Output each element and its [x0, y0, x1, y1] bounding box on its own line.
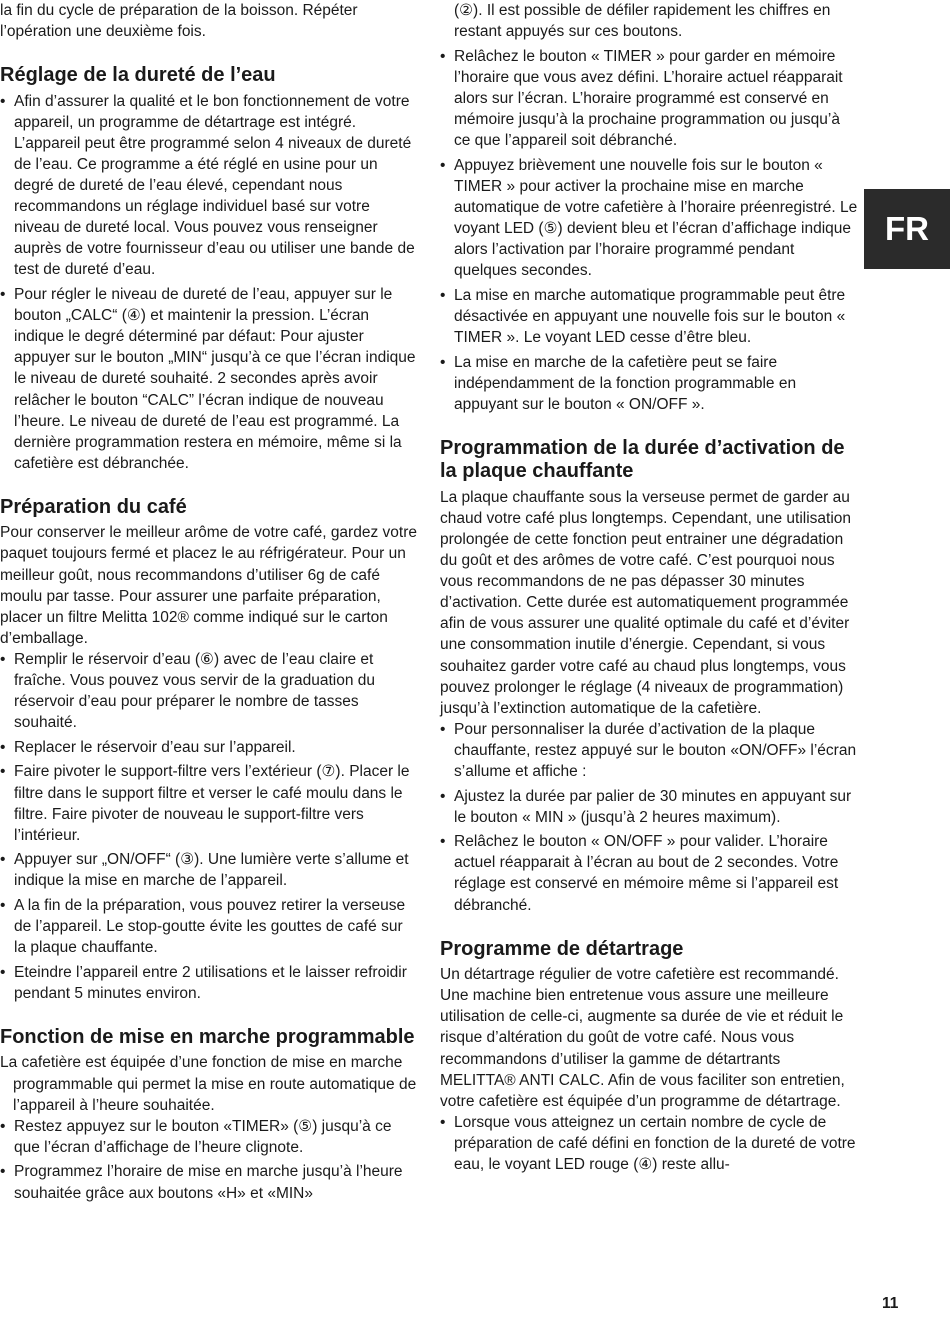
list-item: • Appuyer sur „ON/OFF“ (③). Une lumière verte s’allume et indique la mise en marche de l’appareil. — [0, 849, 418, 891]
programmable-start-paragraph: La cafetière est équipée d’une fonction de mise en marche programmable qui permet la mise en route automatique de l’appareil à l’heure souhaitée. — [0, 1054, 417, 1114]
coffee-preparation-paragraph: Pour conserver le meilleur arôme de votre café, gardez votre paquet toujours fermé et placez le au réfrigérateur. Pour un meilleur goût, nous recommandons d’utiliser 6g de café moulu par tasse. Pour assurer une parfaite préparation, placer un filtre Melitta 102® comme indiqué sur le carton d’emballage. — [0, 524, 417, 647]
list-item: • Pour personnaliser la durée d’activation de la plaque chauffante, restez appuyé sur le bouton «ON/OFF» l’écran s’allume et affiche : — [440, 719, 858, 782]
list-item: • Restez appuyez sur le bouton «TIMER» (⑤) jusqu’à ce que l’écran d’affichage de l’heure clignote. — [0, 1116, 418, 1158]
list-item: • Pour régler le niveau de dureté de l’eau, appuyer sur le bouton „CALC“ (④) et maintenir la pression. L’écran indique le degré déterminé par défaut: Pour ajuster appuyer sur le bouton „MIN“ jusqu’à ce que l’écran indique le niveau de dureté souhaité. 2 secondes après avoir relâcher le bouton “CALC” l’écran indique de nouveau l’heure. Le niveau de dureté de l’eau est programmé. La dernière programmation restera en mémoire, même si la cafetière est débranchée. — [0, 284, 418, 474]
list-item: • Ajustez la durée par palier de 30 minutes en appuyant sur le bouton « MIN » (jusqu’à 2 heures maximum). — [440, 786, 858, 828]
list-item: • A la fin de la préparation, vous pouvez retirer la verseuse de l’appareil. Le stop-goutte évite les gouttes de café sur la plaque chauffante. — [0, 895, 418, 958]
list-item: • Replacer le réservoir d’eau sur l’appareil. — [0, 737, 418, 758]
page-number: 11 — [882, 1295, 899, 1312]
list-item-continued: (②). Il est possible de défiler rapidement les chiffres en restant appuyés sur ces boutons. — [454, 2, 831, 41]
heading-coffee-preparation: Préparation du café — [0, 495, 187, 518]
heading-hotplate-duration: Programmation de la durée d’activation de la plaque chauffante — [440, 436, 845, 483]
list-item: • La mise en marche automatique programmable peut être désactivée en appuyant une nouvelle fois sur le bouton « TIMER ». Le voyant LED cesse d’être bleu. — [440, 285, 858, 348]
list-item: • Lorsque vous atteignez un certain nombre de cycle de préparation de café défini en fonction de la dureté de votre eau, le voyant LED rouge (④) reste allu- — [440, 1112, 858, 1175]
heading-water-hardness: Réglage de la dureté de l’eau — [0, 64, 276, 87]
hotplate-list — [440, 719, 858, 916]
list-item: • La mise en marche de la cafetière peut se faire indépendamment de la fonction programmable en appuyant sur le bouton « ON/OFF ». — [440, 352, 858, 415]
coffee-preparation-list — [0, 649, 418, 1004]
heading-descaling-program: Programme de détartrage — [440, 937, 684, 960]
language-tab: FR — [864, 189, 950, 269]
heading-programmable-start: Fonction de mise en marche programmable — [0, 1025, 415, 1048]
list-item: • Appuyez brièvement une nouvelle fois sur le bouton « TIMER » pour activer la prochaine mise en marche automatique de votre cafetière à l’horaire préenregistré. Le voyant LED (⑤) devient bleu et l’écran d’affichage indique alors l’activation par l’horaire programmé pendant quelques secondes. — [440, 155, 858, 282]
list-item: • Faire pivoter le support-filtre vers l’extérieur (⑦). Placer le filtre dans le support filtre et verser le café moulu dans le filtre. Faire pivoter de nouveau le support-filtre vers l’intérieur. — [0, 761, 418, 845]
water-hardness-list — [0, 91, 418, 474]
timer-continued-list — [440, 0, 858, 415]
list-item: • Afin d’assurer la qualité et le bon fonctionnement de votre appareil, un programme de détartrage est intégré. L’appareil peut être programmé selon 4 niveaux de dureté de l’eau. Ce programme a été réglé en usine pour un degré de dureté de l’eau élevé, cependant nous recommandons un réglage individuel basé sur votre niveau de dureté local. Vous pouvez vous renseigner auprès de votre fournisseur d’eau ou utiliser une bande de test de dureté d’eau. — [0, 91, 418, 281]
right-column — [440, 0, 858, 1179]
list-item: • Eteindre l’appareil entre 2 utilisations et le laisser refroidir pendant 5 minutes environ. — [0, 962, 418, 1004]
hotplate-paragraph: La plaque chauffante sous la verseuse permet de garder au chaud votre café plus longtemps. Cependant, une utilisation prolongée de cette fonction peut entrainer une dégradation du goût et des arômes de votre café. C’est pourquoi nous vous recommandons de ne pas dépasser 30 minutes d’activation. Cette durée est automatiquement programmée afin de vous assurer une qualité optimale du café et d’éviter une consommation inutile d’énergie. Cependant, si vous souhaitez garder votre café au chaud plus longtemps, vous pouvez prolonger le réglage (4 niveaux de programmation) jusqu’à l’extinction automatique de la cafetière. — [440, 488, 852, 717]
left-column — [0, 0, 418, 1207]
list-item: • Relâchez le bouton « TIMER » pour garder en mémoire l’horaire que vous avez défini. L’horaire actuel réapparait alors sur l’écran. L’horaire programmé est conservé en mémoire jusqu’à la prochaine programmation ou jusqu’à ce que l’appareil soit débranché. — [440, 46, 858, 151]
list-item: • Programmez l’horaire de mise en marche jusqu’à l’heure souhaitée grâce aux boutons «H» et «MIN» — [0, 1161, 418, 1203]
list-item: • Relâchez le bouton « ON/OFF » pour valider. L’horaire actuel réapparait à l’écran au bout de 2 secondes. Votre réglage est conservé en mémoire même si l’appareil est débranché. — [440, 831, 858, 915]
descaling-list — [440, 1112, 858, 1175]
descaling-paragraph: Un détartrage régulier de votre cafetière est recommandé. Une machine bien entretenue vous assure une meilleure utilisation de celle-ci, augmente sa durée de vie et réduit le risque d’altération du goût de votre café. Nous vous recommandons d’utiliser la gamme de détartrants MELITTA® ANTI CALC. Afin de vous faciliter son entretien, votre cafetière est équipée d’un programme de détartrage. — [440, 966, 845, 1110]
intro-paragraph: la fin du cycle de préparation de la boisson. Répéter l’opération une deuxième fois. — [0, 2, 358, 41]
programmable-start-list — [0, 1116, 418, 1204]
list-item: • Remplir le réservoir d’eau (⑥) avec de l’eau claire et fraîche. Vous pouvez vous servir de la graduation du réservoir d’eau pour préparer le nombre de tasses souhaité. — [0, 649, 418, 733]
